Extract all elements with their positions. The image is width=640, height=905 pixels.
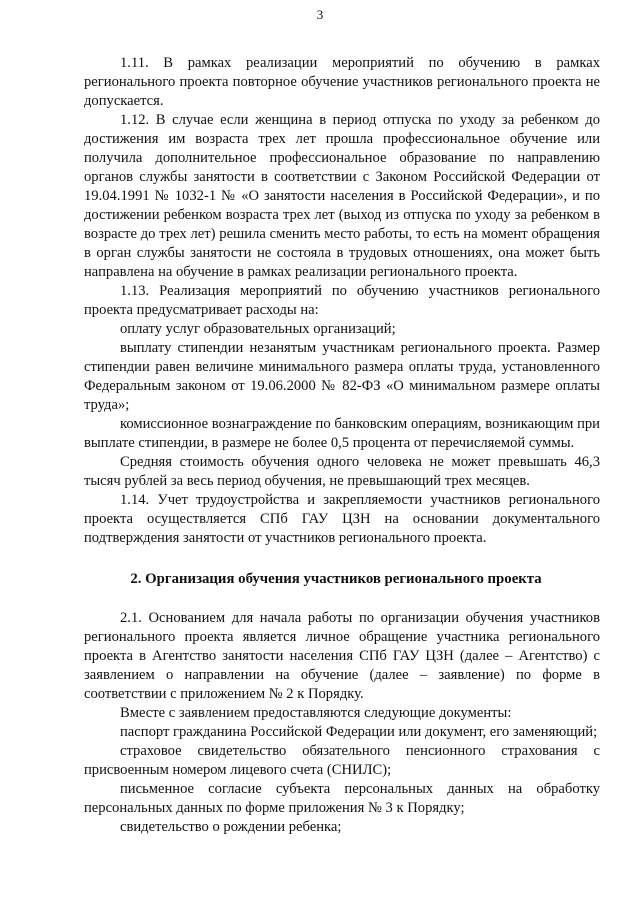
paragraph-1-11: 1.11. В рамках реализации мероприятий по обучению в рамках регионального проекта повторное обучение участников регионального проекта не допускается.: [84, 55, 600, 109]
section-2: [84, 609, 600, 837]
list-item-stipend: выплату стипендии незанятым участникам регионального проекта. Размер стипендии равен величине минимального размера оплаты труда, установленного Федеральным законом от 19.06.2000 № 82-ФЗ «О минимальном размере оплаты труда»;: [84, 340, 600, 413]
page-number: 3: [316, 7, 324, 22]
paragraph-1-13: 1.13. Реализация мероприятий по обучению участников регионального проекта предусматривает расходы на:: [84, 283, 600, 318]
list-item-consent: письменное согласие субъекта персональных данных на обработку персональных данных по форме приложения № 3 к Порядку;: [84, 781, 600, 816]
list-item-bank-commission: комиссионное вознаграждение по банковским операциям, возникающим при выплате стипендии, в размере не более 0,5 процента от перечисляемой суммы.: [84, 416, 600, 451]
list-item-education-services: оплату услуг образовательных организаций;: [120, 321, 396, 337]
paragraph-average-cost: Средняя стоимость обучения одного человека не может превышать 46,3 тысяч рублей за весь период обучения, не превышающий трех месяцев.: [84, 454, 600, 489]
paragraph-documents-intro: Вместе с заявлением предоставляются следующие документы:: [120, 705, 512, 721]
list-item-passport: паспорт гражданина Российской Федерации или документ, его заменяющий;: [120, 724, 598, 740]
list-item-birth-certificate: свидетельство о рождении ребенка;: [120, 819, 342, 835]
section-1-continued: [84, 54, 600, 548]
paragraph-1-14: 1.14. Учет трудоустройства и закрепляемости участников регионального проекта осуществляется СПб ГАУ ЦЗН на основании документального подтверждения занятости от участников регионального проекта.: [84, 492, 600, 546]
paragraph-2-1: 2.1. Основанием для начала работы по организации обучения участников регионального проекта является личное обращение участника регионального проекта в Агентство занятости населения СПб ГАУ ЦЗН (далее – Агентство) с заявлением о направлении на обучение (далее – заявление) по форме в соответствии с приложением № 2 к Порядку.: [84, 610, 600, 702]
list-item-snils: страховое свидетельство обязательного пенсионного страхования с присвоенным номером лицевого счета (СНИЛС);: [84, 743, 600, 778]
paragraph-1-12: 1.12. В случае если женщина в период отпуска по уходу за ребенком до достижения им возраста трех лет прошла профессиональное обучение или получила дополнительное профессиональное образование по направлению органов службы занятости в соответствии с Законом Российской Федерации от 19.04.1991 № 1032-1 № «О занятости населения в Российской Федерации», и по достижении ребенком возраста трех лет (выход из отпуска по уходу за ребенком в возрасте до трех лет) решила сменить место работы, то есть на момент обращения в орган службы занятости не состояла в трудовых отношениях, она может быть направлена на обучение в рамках реализации регионального проекта.: [84, 112, 600, 280]
section-2-heading: 2. Организация обучения участников регионального проекта: [130, 571, 542, 587]
